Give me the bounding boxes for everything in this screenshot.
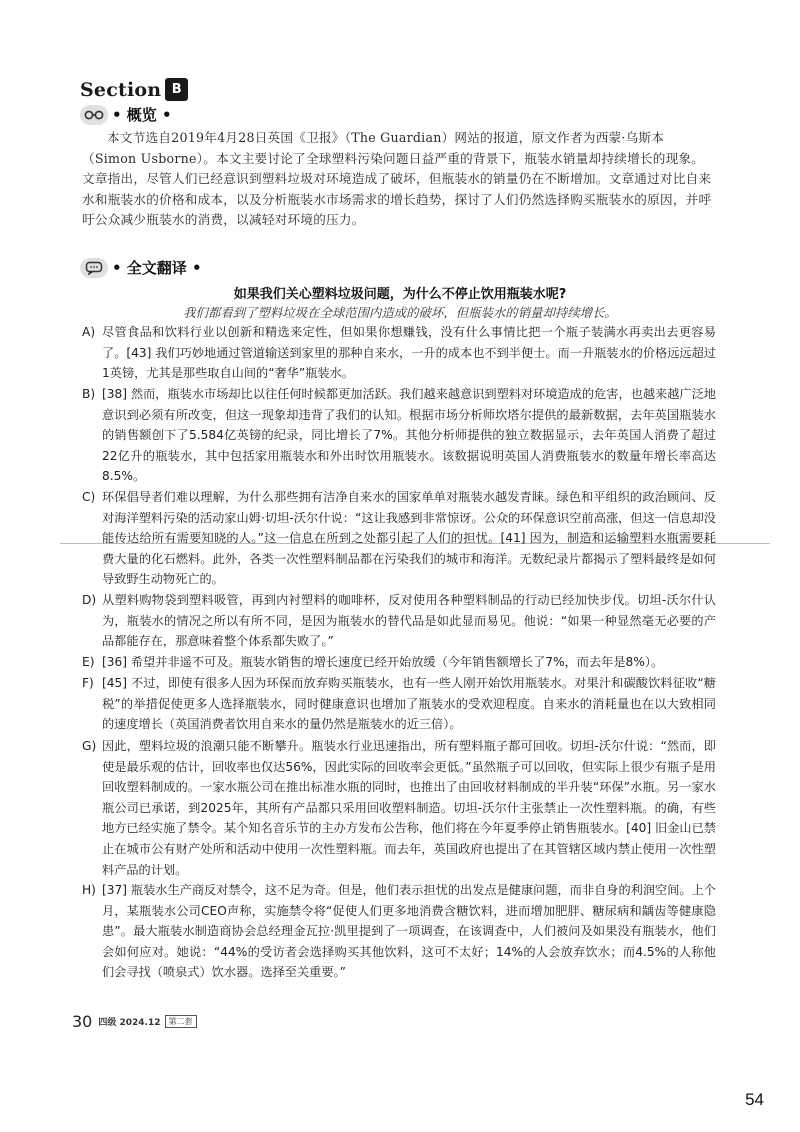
paragraph-text: [36] 希望并非遥不可及。瓶装水销售的增长速度已经开始放缓（今年销售额增长了7%，而去年是8%）。 <box>102 655 664 669</box>
paragraph-g <box>82 736 716 880</box>
paragraph-letter: G) <box>82 739 97 753</box>
paragraph-letter: D) <box>82 593 97 607</box>
page-number-left: 30 <box>72 1012 93 1031</box>
translation-label: • 全文翻译 • <box>112 259 202 277</box>
overview-label: • 概览 • <box>112 106 172 124</box>
translation-heading <box>80 257 202 278</box>
page-number-right: 54 <box>745 1090 764 1109</box>
paragraph-a <box>82 322 716 384</box>
paragraph-c <box>82 487 716 590</box>
paragraph-letter: C) <box>82 490 96 504</box>
journal-label: 四级 2024.12 <box>98 1018 161 1028</box>
paragraph-text: [45] 不过，即使有很多人因为环保而放弃购买瓶装水，也有一些人刚开始饮用瓶装水。对果汁和碳酸饮料征收“糖税”的举措促使更多人选择瓶装水，同时健康意识也增加了瓶装水的受欢迎程度。自来水的消耗量也在以大致相同的速度增长（英国消费者饮用自来水的量仍然是瓶装水的近三倍）。 <box>102 676 716 732</box>
article-title: 如果我们关心塑料垃圾问题，为什么不停止饮用瓶装水呢? <box>233 287 567 302</box>
overview-text: 本文节选自2019年4月28日英国《卫报》（The Guardian）网站的报道，原文作者为西蒙·乌斯本（Simon Usborne）。本文主要讨论了全球塑料污染问题日益严重的背景下，瓶装水销量却持续增长的现象。文章指出，尽管人们已经意识到塑料垃圾对环境造成了破坏，但瓶装水的销量仍在不断增加。文章通过对比自来水和瓶装水的价格和成本，以及分析瓶装水市场需求的增长趋势，探讨了人们仍然选择购买瓶装水的原因，并呼吁公众减少瓶装水的消费，以减轻对环境的压力。 <box>82 130 712 228</box>
section-word: Section <box>80 78 162 101</box>
article-subtitle: 我们都看到了塑料垃圾在全球范围内造成的破坏，但瓶装水的销量却持续增长。 <box>183 305 617 320</box>
paragraph-text: [38] 然而，瓶装水市场却比以往任何时候都更加活跃。我们越来越意识到塑料对环境造成的危害，也越来越广泛地意识到必须有所改变，但这一现象却违背了我们的认知。根据市场分析师坎塔尔提供的最新数据，去年英国瓶装水的销售额创下了5.584亿英镑的纪录，同比增长了7%。其他分析师提供的独立数据显示，去年英国人消费了超过22亿升的瓶装水，其中包括家用瓶装水和外出时饮用瓶装水。该数据说明英国人消费瓶装水的数量年增长率高达8.5%。 <box>102 387 716 484</box>
page-footer <box>72 1012 197 1031</box>
paragraph-f <box>82 673 716 735</box>
paragraph-text: 从塑料购物袋到塑料吸管，再到内衬塑料的咖啡杯，反对使用各种塑料制品的行动已经加快步伐。切坦-沃尔什认为，瓶装水的情况之所以有所不同，是因为瓶装水的替代品是如此显而易见。他说：“如果一种显然毫无必要的产品都能存在，那意味着整个体系都失败了。” <box>102 593 716 649</box>
paragraph-d <box>82 590 716 652</box>
paragraph-e <box>82 652 716 673</box>
paragraph-letter: A) <box>82 325 96 339</box>
section-letter-badge: B <box>165 78 188 101</box>
paragraph-text: 环保倡导者们难以理解，为什么那些拥有洁净自来水的国家单单对瓶装水越发青睐。绿色和平组织的政治顾问、反对海洋塑料污染的活动家山姆·切坦-沃尔什说：“这让我感到非常惊讶。公众的环保意识空前高涨，但这一信息却没能传达给所有需要知晓的人。”这一信息在所到之处都引起了人们的担忧。[41] 因为，制造和运输塑料水瓶需要耗费大量的化石燃料。此外，各类一次性塑料制品都在污染我们的城市和海洋。无数纪录片都揭示了塑料最终是如何导致野生动物死亡的。 <box>102 490 716 587</box>
paragraph-letter: E) <box>82 655 95 669</box>
paragraph-letter: B) <box>82 387 96 401</box>
paragraph-b <box>82 384 716 487</box>
paragraph-text: [37] 瓶装水生产商反对禁令，这不足为奇。但是，他们表示担忧的出发点是健康问题，而非自身的利润空间。上个月，某瓶装水公司CEO声称，实施禁令将“促使人们更多地消费含糖饮料，进而增加肥胖、糖尿病和龋齿等健康隐患”。最大瓶装水制造商协会总经理金瓦拉·凯里提到了一项调查，在该调查中，人们被问及如果没有瓶装水，他们会如何应对。她说：“44%的受访者会选择购买其他饮料，这可不太好；14%的人会放弃饮水；而4.5%的人称他们会寻找（喷泉式）饮水器。选择至关重要。” <box>102 883 716 980</box>
paragraph-text: 因此，塑料垃圾的浪潮只能不断攀升。瓶装水行业迅速指出，所有塑料瓶子都可回收。切坦-沃尔什说：“然而，即使是最乐观的估计，回收率也仅达56%，因此实际的回收率会更低。”虽然瓶子可以回收，但实际上很少有瓶子是用回收塑料制成的。一家水瓶公司在推出标准水瓶的同时，也推出了由回收材料制成的半升装“环保”水瓶。另一家水瓶公司已承诺，到2025年，其所有产品都只采用回收塑料制造。切坦-沃尔什主张禁止一次性塑料瓶。的确，有些地方已经实施了禁令。某个知名音乐节的主办方发布公告称，他们将在今年夏季停止销售瓶装水。[40] 旧金山已禁止在城市公有财产处所和活动中使用一次性塑料瓶。而去年，英国政府也提出了在其管辖区域内禁止使用一次性塑料产品的计划。 <box>102 739 716 877</box>
speech-bubble-icon <box>80 258 108 278</box>
paragraph-letter: H) <box>82 883 96 897</box>
paragraph-letter: F) <box>82 676 94 690</box>
issue-badge: 第二套 <box>165 1015 197 1028</box>
section-heading <box>80 78 188 101</box>
glasses-icon <box>80 105 108 125</box>
overview-heading <box>80 104 172 125</box>
paragraph-text: 尽管食品和饮料行业以创新和精选来定性，但如果你想赚钱，没有什么事情比把一个瓶子装满水再卖出去更容易了。[43] 我们巧妙地通过管道输送到家里的那种自来水，一升的成本也不到半便士。而一升瓶装水的价格远远超过1英镑，尤其是那些取自山间的“奢华”瓶装水。 <box>102 325 716 381</box>
paragraph-h <box>82 880 716 983</box>
